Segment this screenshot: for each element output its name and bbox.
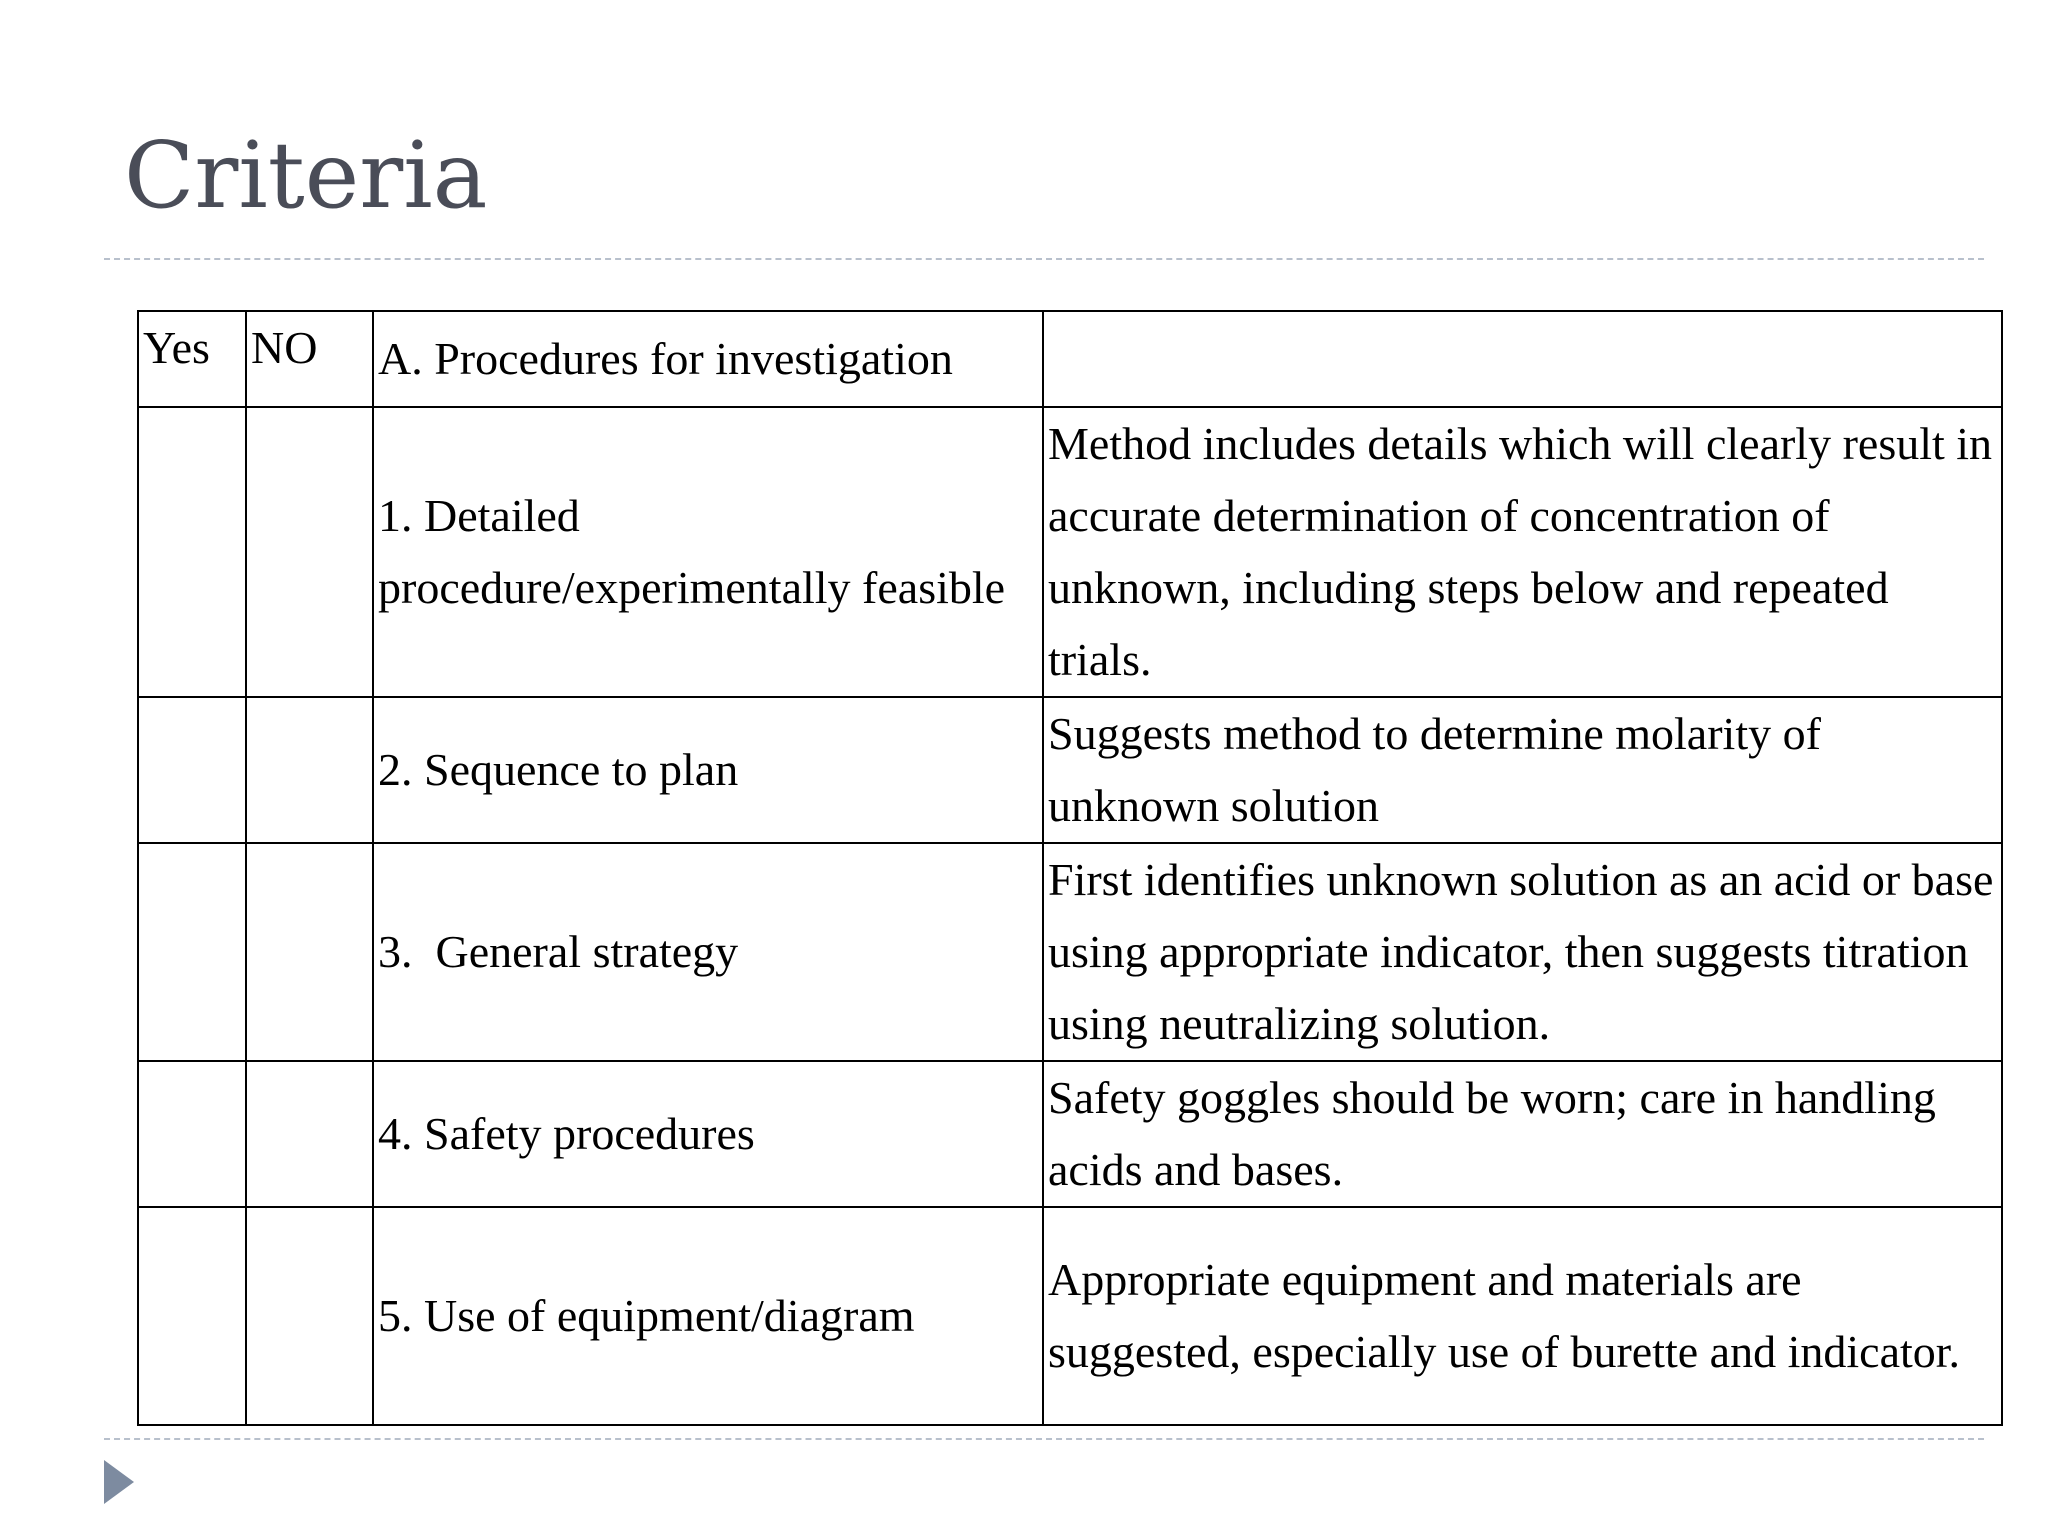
yes-cell[interactable]	[138, 843, 246, 1061]
no-cell[interactable]	[246, 407, 373, 697]
description-cell: First identifies unknown solution as an acid or base using appropriate indicator, then suggests titration using neutralizing solution.	[1043, 843, 2002, 1061]
table-header-row	[138, 311, 2002, 407]
table-row	[138, 1061, 2002, 1207]
yes-cell[interactable]	[138, 697, 246, 843]
table-row	[138, 843, 2002, 1061]
no-cell[interactable]	[246, 697, 373, 843]
criterion-cell: 5. Use of equipment/diagram	[373, 1207, 1043, 1425]
yes-cell[interactable]	[138, 1207, 246, 1425]
yes-cell[interactable]	[138, 407, 246, 697]
header-no: NO	[246, 311, 373, 407]
description-cell: Appropriate equipment and materials are suggested, especially use of burette and indicator.	[1043, 1207, 2002, 1425]
table-row	[138, 407, 2002, 697]
criterion-cell: 1. Detailed procedure/experimentally feasible	[373, 407, 1043, 697]
header-yes: Yes	[138, 311, 246, 407]
criterion-cell: 2. Sequence to plan	[373, 697, 1043, 843]
criterion-cell: 4. Safety procedures	[373, 1061, 1043, 1207]
yes-cell[interactable]	[138, 1061, 246, 1207]
table-row	[138, 697, 2002, 843]
table-row	[138, 1207, 2002, 1425]
no-cell[interactable]	[246, 1061, 373, 1207]
slide-title: Criteria	[124, 122, 488, 229]
footer-divider	[104, 1438, 1984, 1440]
criteria-table	[137, 310, 2003, 1426]
header-description	[1043, 311, 2002, 407]
description-cell: Method includes details which will clearly result in accurate determination of concentration of unknown, including steps below and repeated trials.	[1043, 407, 2002, 697]
no-cell[interactable]	[246, 843, 373, 1061]
title-divider	[104, 258, 1984, 260]
no-cell[interactable]	[246, 1207, 373, 1425]
description-cell: Suggests method to determine molarity of unknown solution	[1043, 697, 2002, 843]
triangle-right-icon	[104, 1460, 134, 1504]
criterion-cell: 3. General strategy	[373, 843, 1043, 1061]
description-cell: Safety goggles should be worn; care in handling acids and bases.	[1043, 1061, 2002, 1207]
header-section: A. Procedures for investigation	[373, 311, 1043, 407]
